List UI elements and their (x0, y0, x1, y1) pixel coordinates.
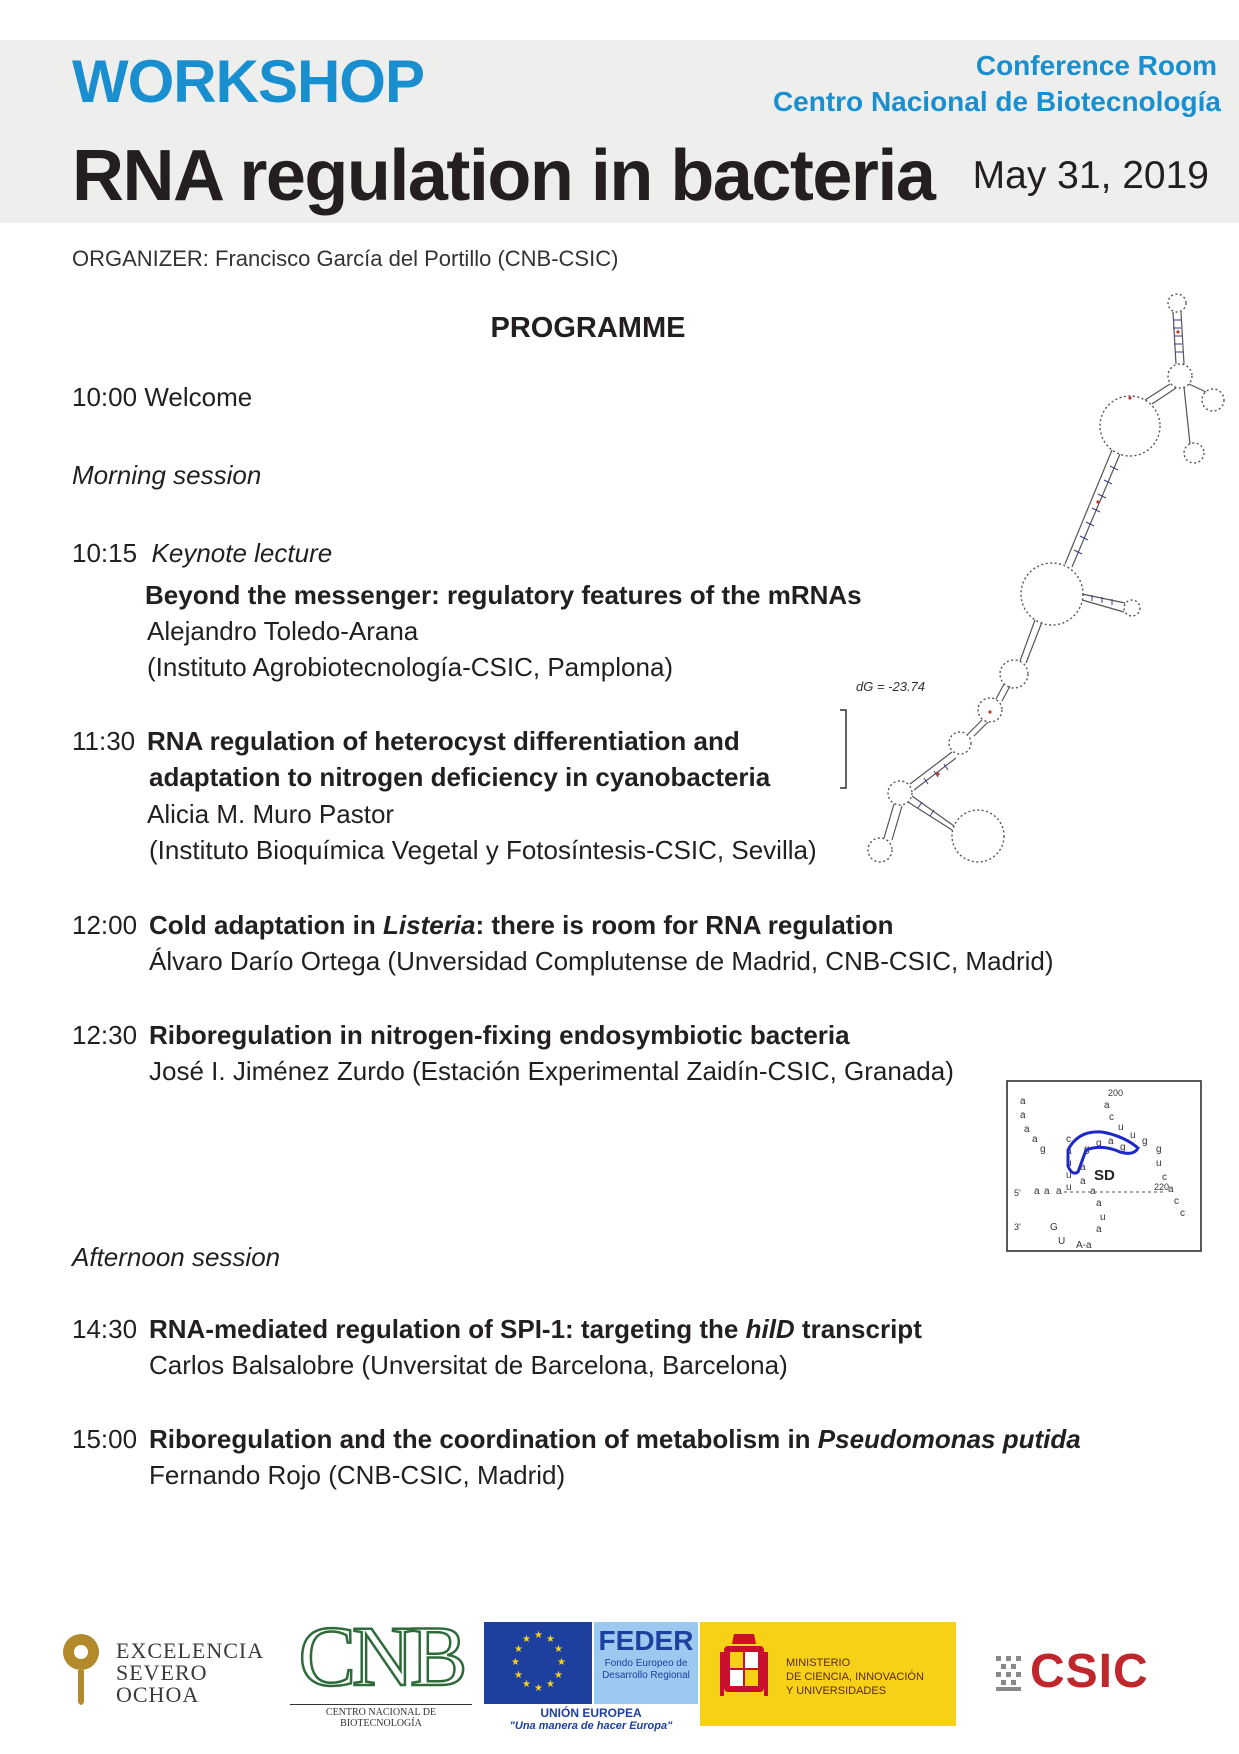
talk-5-speaker: Carlos Balsalobre (Unversitat de Barcelona, Barcelona) (149, 1350, 788, 1380)
svg-text:a: a (1056, 1186, 1062, 1197)
svg-text:c: c (1109, 1112, 1114, 1123)
feder-sub-1: Fondo Europeo de (604, 1658, 688, 1669)
svg-text:★: ★ (534, 1630, 543, 1641)
svg-text:★: ★ (534, 1683, 543, 1694)
sd-number-220: 220 (1154, 1182, 1170, 1192)
venue-institution: Centro Nacional de Biotecnología (772, 86, 1221, 117)
talk-5-title-pre: RNA-mediated regulation of SPI-1: targeting the (149, 1314, 746, 1344)
event-date: May 31, 2019 (972, 154, 1209, 197)
talk-4-title: Riboregulation in nitrogen-fixing endosymbiotic bacteria (149, 1020, 850, 1050)
talk-1-header (72, 536, 332, 570)
talk-2-title-line1: RNA regulation of heterocyst differentiation and (147, 726, 740, 756)
talk-6-time: 15:00 (72, 1424, 138, 1454)
csic-emblem-icon (994, 1654, 1024, 1694)
feder-sub-2: Desarrollo Regional (602, 1670, 690, 1681)
welcome-label: Welcome (144, 382, 253, 412)
svg-text:G: G (1050, 1222, 1058, 1233)
svg-text:★: ★ (511, 1657, 520, 1668)
talk-3-title-post: : there is room for RNA regulation (475, 910, 894, 940)
welcome-time: 10:00 (72, 382, 138, 412)
svg-text:★: ★ (554, 1670, 563, 1681)
svg-text:a: a (1104, 1100, 1110, 1111)
svg-text:a: a (1168, 1184, 1174, 1195)
eu-feder-logo (484, 1622, 698, 1732)
svg-text:a: a (1032, 1134, 1038, 1145)
svg-text:c: c (1162, 1172, 1167, 1183)
svg-text:a: a (1108, 1136, 1114, 1147)
svg-text:a: a (1096, 1224, 1102, 1235)
svg-text:g: g (1084, 1144, 1090, 1155)
talk-6-title-italic: Pseudomonas putida (817, 1424, 1081, 1454)
talk-5-title (149, 1312, 922, 1346)
sd-pairing-figure (1006, 1080, 1202, 1252)
feder-title: FEDER (598, 1625, 694, 1656)
svg-text:a: a (1080, 1176, 1086, 1187)
svg-text:a: a (1090, 1186, 1096, 1197)
rna-dg-label: dG = -23.74 (856, 679, 926, 694)
talk-5-title-italic: hilD (745, 1314, 795, 1344)
svg-text:g: g (1120, 1142, 1126, 1153)
svg-text:u: u (1156, 1158, 1162, 1169)
svg-text:c: c (1180, 1208, 1185, 1219)
svg-text:★: ★ (557, 1657, 566, 1668)
cnb-caption: CENTRO NACIONAL DE BIOTECNOLOGÍA (290, 1704, 472, 1729)
talk-3-title-pre: Cold adaptation in (149, 910, 383, 940)
svg-text:a: a (1020, 1110, 1026, 1121)
svg-text:g: g (1142, 1136, 1148, 1147)
ministerio-line1: MINISTERIO (786, 1657, 851, 1669)
venue-room: Conference Room (975, 50, 1217, 81)
svg-text:g: g (1096, 1138, 1102, 1149)
svg-text:a: a (1020, 1096, 1026, 1107)
svg-text:c: c (1174, 1196, 1179, 1207)
svg-text:★: ★ (522, 1634, 531, 1645)
coat-of-arms-icon (720, 1632, 768, 1716)
svg-text:a: a (1044, 1186, 1050, 1197)
svg-text:★: ★ (522, 1679, 531, 1690)
svg-text:a: a (1080, 1162, 1086, 1173)
talk-1-title: Beyond the messenger: regulatory features of the mRNAs (145, 580, 862, 610)
workshop-label: WORKSHOP (72, 48, 424, 115)
sd-number-200: 200 (1108, 1088, 1124, 1098)
svg-text:★: ★ (514, 1644, 523, 1655)
severo-ochoa-line1: EXCELENCIA (116, 1638, 265, 1663)
ministerio-line3: Y UNIVERSIDADES (786, 1685, 887, 1697)
talk-6-speaker: Fernando Rojo (CNB-CSIC, Madrid) (149, 1460, 566, 1490)
csic-logo: CSIC (1030, 1645, 1149, 1698)
svg-text:c: c (1066, 1134, 1071, 1145)
svg-text:a: a (1066, 1146, 1072, 1157)
talk-3-title-italic: Listeria (383, 910, 476, 940)
rna-secondary-structure-figure (840, 288, 1239, 888)
svg-text:★: ★ (546, 1634, 555, 1645)
severo-ochoa-line2: SEVERO (116, 1660, 208, 1685)
programme-heading: PROGRAMME (490, 312, 686, 344)
svg-text:U: U (1058, 1236, 1066, 1247)
talk-2-affiliation: (Instituto Bioquímica Vegetal y Fotosíntesis-CSIC, Sevilla) (149, 835, 817, 865)
svg-text:u: u (1066, 1170, 1072, 1181)
sd-prime-5: 5' (1014, 1188, 1021, 1198)
svg-text:u: u (1100, 1212, 1106, 1223)
svg-text:g: g (1040, 1144, 1046, 1155)
svg-text:★: ★ (514, 1670, 523, 1681)
talk-1-speaker: Alejandro Toledo-Arana (147, 616, 419, 646)
morning-session-heading: Morning session (72, 460, 262, 490)
svg-text:a: a (1024, 1124, 1030, 1135)
svg-text:u: u (1066, 1182, 1072, 1193)
talk-type: Keynote lecture (151, 538, 333, 568)
svg-text:★: ★ (546, 1679, 555, 1690)
talk-6-title (149, 1422, 1081, 1456)
talk-2-speaker: Alicia M. Muro Pastor (147, 799, 395, 829)
eu-stars-icon (484, 1622, 592, 1704)
svg-text:★: ★ (554, 1644, 563, 1655)
svg-text:A-a: A-a (1076, 1240, 1092, 1251)
svg-text:a: a (1034, 1186, 1040, 1197)
svg-text:u: u (1118, 1122, 1124, 1133)
talk-3-speaker: Álvaro Darío Ortega (Unversidad Complutense de Madrid, CNB-CSIC, Madrid) (149, 946, 1054, 976)
cnb-logo: CNB (298, 1608, 464, 1704)
severo-ochoa-line3: OCHOA (116, 1682, 200, 1707)
organizer-line: ORGANIZER: Francisco García del Portillo (CNB-CSIC) (72, 246, 619, 271)
talk-time: 10:15 (72, 538, 138, 568)
talk-3-title (149, 908, 893, 942)
ministerio-logo (700, 1622, 956, 1726)
page-title: RNA regulation in bacteria (72, 136, 935, 216)
severo-ochoa-logo (116, 1640, 264, 1706)
talk-5-title-post: transcript (794, 1314, 922, 1344)
ministerio-line2: DE CIENCIA, INNOVACIÓN (786, 1671, 924, 1683)
ue-title: UNIÓN EUROPEA (540, 1706, 642, 1720)
sd-prime-3: 3' (1014, 1222, 1021, 1232)
talk-1-affiliation: (Instituto Agrobiotecnología-CSIC, Pamplona) (147, 652, 674, 682)
svg-text:u: u (1130, 1130, 1136, 1141)
talk-2-title-line2: adaptation to nitrogen deficiency in cyanobacteria (149, 762, 771, 792)
afternoon-session-heading: Afternoon session (72, 1242, 281, 1272)
svg-text:g: g (1156, 1144, 1162, 1155)
svg-text:u: u (1066, 1158, 1072, 1169)
severo-ochoa-emblem (60, 1632, 102, 1710)
talk-3-time: 12:00 (72, 910, 138, 940)
welcome-item (72, 380, 252, 414)
talk-5-time: 14:30 (72, 1314, 138, 1344)
ue-motto: "Una manera de hacer Europa" (509, 1720, 673, 1732)
eu-flag (484, 1622, 592, 1704)
svg-text:a: a (1096, 1198, 1102, 1209)
talk-4-speaker: José I. Jiménez Zurdo (Estación Experimental Zaidín-CSIC, Granada) (149, 1056, 954, 1086)
feder-box (594, 1622, 698, 1704)
talk-6-title-pre: Riboregulation and the coordination of metabolism in (149, 1424, 818, 1454)
talk-2-time: 11:30 (72, 726, 136, 756)
sd-label: SD (1094, 1167, 1115, 1184)
talk-4-time: 12:30 (72, 1020, 138, 1050)
